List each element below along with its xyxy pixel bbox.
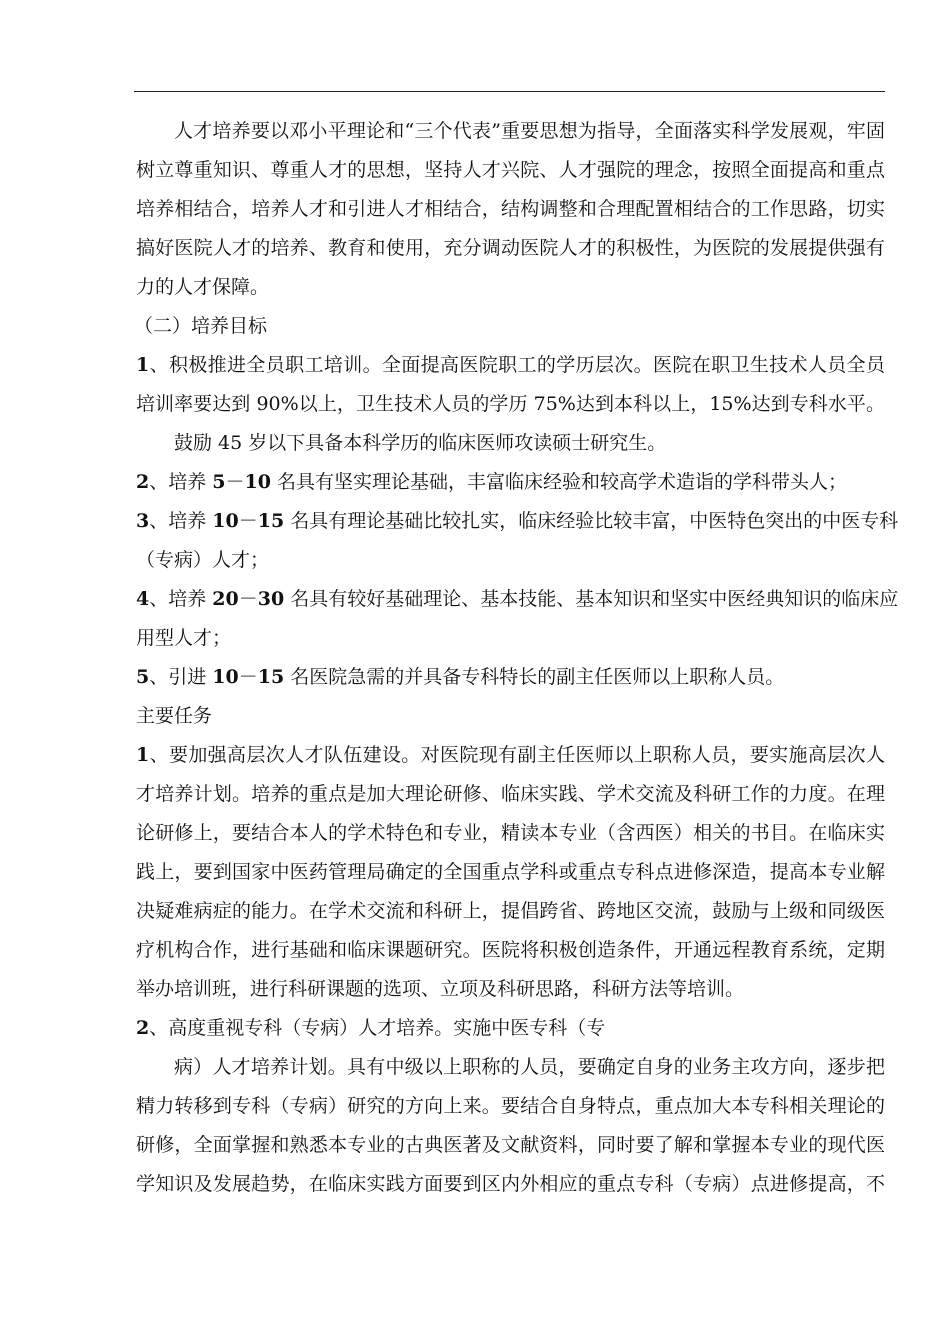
paragraph-line: 2、培养 5－10 名具有坚实理论基础，丰富临床经验和较高学术造诣的学科带头人； xyxy=(136,471,848,493)
section-heading: （二）培养目标 xyxy=(134,315,268,337)
paragraph-line: 培训率要达到 90%以上，卫生技术人员的学历 75%达到本科以上，15%达到专科水平。 xyxy=(136,393,885,415)
paragraph-line: 2、高度重视专科（专病）人才培养。实施中医专科（专 xyxy=(136,1017,606,1039)
paragraph-line: 疗机构合作，进行基础和临床课题研究。医院将积极创造条件，开通远程教育系统，定期 xyxy=(136,939,885,961)
paragraph-line: 学知识及发展趋势，在临床实践方面要到区内外相应的重点专科（专病）点进修提高，不 xyxy=(136,1173,885,1195)
paragraph-line: 才培养计划。培养的重点是加大理论研修、临床实践、学术交流及科研工作的力度。在理 xyxy=(136,783,885,805)
paragraph-line: 树立尊重知识、尊重人才的思想，坚持人才兴院、人才强院的理念，按照全面提高和重点 xyxy=(136,159,885,181)
paragraph-line: 研修，全面掌握和熟悉本专业的古典医著及文献资料，同时要了解和掌握本专业的现代医 xyxy=(136,1134,885,1156)
paragraph-line: 人才培养要以邓小平理论和“三个代表”重要思想为指导，全面落实科学发展观，牢固 xyxy=(174,120,885,142)
paragraph-line: 力的人才保障。 xyxy=(136,276,270,298)
paragraph-line: 3、培养 10－15 名具有理论基础比较扎实，临床经验比较丰富，中医特色突出的中医专科 xyxy=(136,510,899,532)
paragraph-line: 搞好医院人才的培养、教育和使用，充分调动医院人才的积极性，为医院的发展提供强有 xyxy=(136,237,885,259)
paragraph-line: 举办培训班，进行科研课题的选项、立项及科研思路，科研方法等培训。 xyxy=(136,978,745,1000)
paragraph-line: 决疑难病症的能力。在学术交流和科研上，提倡跨省、跨地区交流，鼓励与上级和同级医 xyxy=(136,900,885,922)
paragraph-line: 4、培养 20－30 名具有较好基础理论、基本技能、基本知识和坚实中医经典知识的临床应 xyxy=(136,588,899,610)
paragraph-line: 论研修上，要结合本人的学术特色和专业，精读本专业（含西医）相关的书目。在临床实 xyxy=(136,822,885,844)
paragraph-line: 培养相结合，培养人才和引进人才相结合，结构调整和合理配置相结合的工作思路，切实 xyxy=(136,198,885,220)
paragraph-line: 用型人才； xyxy=(136,627,232,649)
section-heading: 主要任务 xyxy=(136,705,213,727)
paragraph-line: 病）人才培养计划。具有中级以上职称的人员，要确定自身的业务主攻方向，逐步把 xyxy=(174,1056,885,1078)
paragraph-line: （专病）人才； xyxy=(136,549,270,571)
paragraph-line: 践上，要到国家中医药管理局确定的全国重点学科或重点专科点进修深造，提高本专业解 xyxy=(136,861,885,883)
paragraph-line: 1、积极推进全员职工培训。全面提高医院职工的学历层次。医院在职卫生技术人员全员 xyxy=(136,354,885,376)
paragraph-line: 1、要加强高层次人才队伍建设。对医院现有副主任医师以上职称人员，要实施高层次人 xyxy=(136,744,885,766)
paragraph-line: 精力转移到专科（专病）研究的方向上来。要结合自身特点，重点加大本专科相关理论的 xyxy=(136,1095,885,1117)
paragraph-line: 5、引进 10－15 名医院急需的并具备专科特长的副主任医师以上职称人员。 xyxy=(136,666,785,688)
header-rule xyxy=(134,91,885,92)
paragraph-line: 鼓励 45 岁以下具备本科学历的临床医师攻读硕士研究生。 xyxy=(174,432,667,454)
